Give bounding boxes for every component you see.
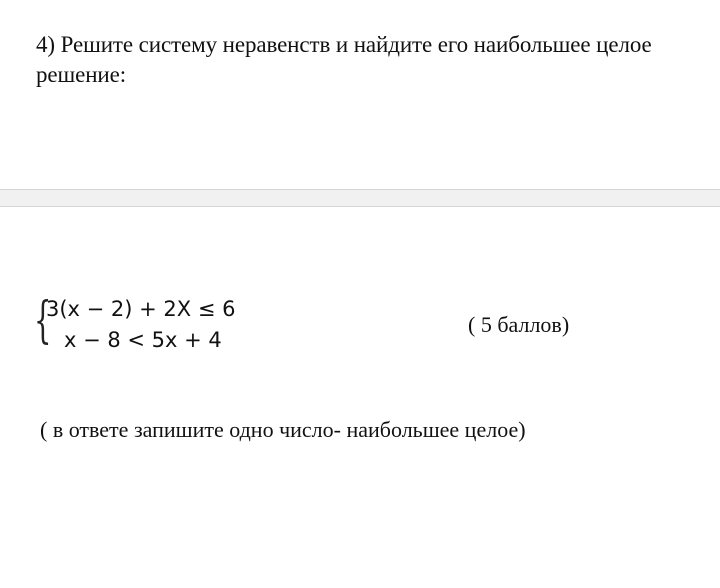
question-line-1: 4) Решите систему неравенств и найдите его наибольшее целое <box>36 32 652 57</box>
inequality-system <box>34 291 274 356</box>
page-top <box>0 0 720 190</box>
question-text <box>36 30 716 90</box>
system-brace: { <box>34 291 52 349</box>
page-bottom <box>0 207 720 588</box>
page-separator <box>0 189 720 207</box>
inequality-1: 3(x − 2) + 2X ≤ 6 <box>46 297 236 321</box>
question-line-2: решение: <box>36 62 127 87</box>
inequality-2: x − 8 < 5x + 4 <box>64 328 222 352</box>
points-label: ( 5 баллов) <box>468 312 570 337</box>
answer-instruction: ( в ответе запишите одно число- наибольшее целое) <box>40 417 526 442</box>
